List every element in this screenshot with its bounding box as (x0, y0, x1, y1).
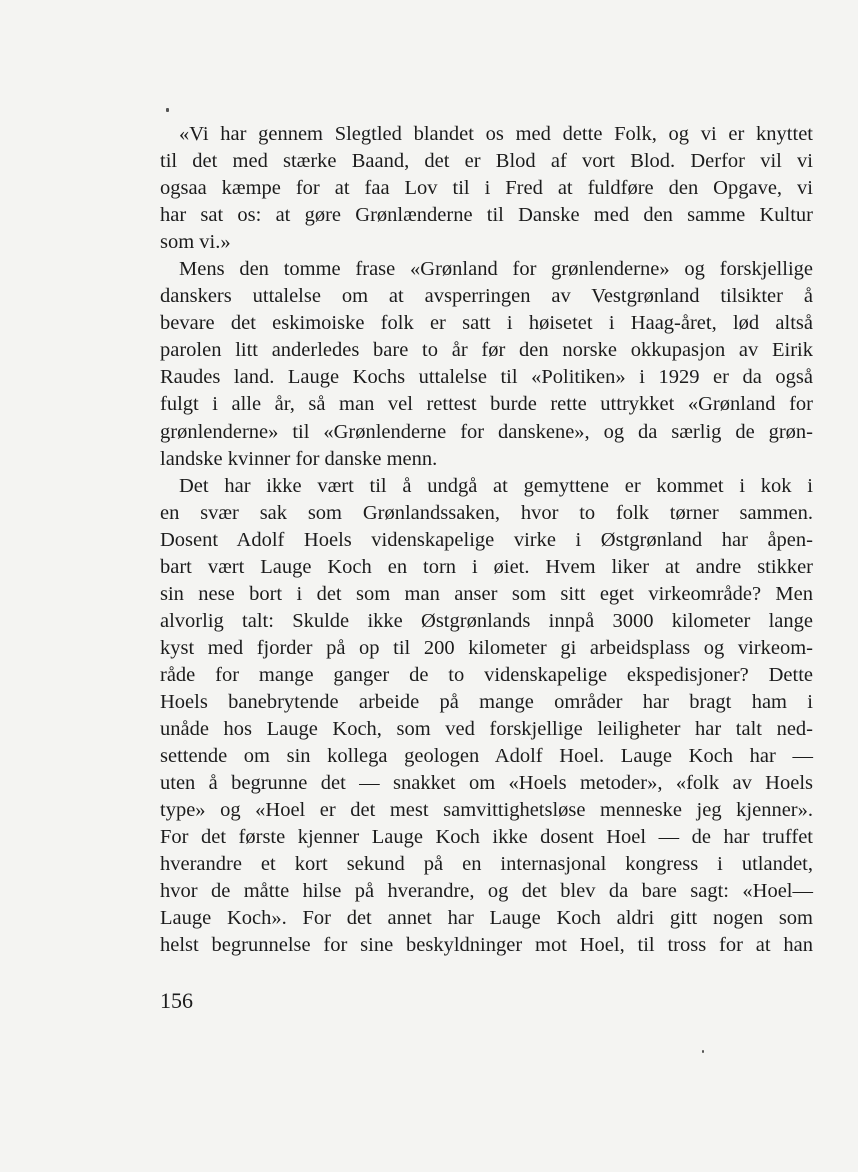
text-line: Raudes land. Lauge Kochs uttalelse til «Politiken» i 1929 er da også (160, 366, 813, 389)
text-line: Dosent Adolf Hoels videnskapelige virke i Østgrønland har åpen- (160, 528, 813, 551)
text-line: bevare det eskimoiske folk er satt i høisetet i Haag-året, lød altså (160, 312, 813, 335)
text-line: en svær sak som Grønlandssaken, hvor to folk tørner sammen. (160, 501, 813, 524)
print-speck (702, 1050, 704, 1053)
text-line: helst begrunnelse for sine beskyldninger mot Hoel, til tross for at han (160, 934, 813, 957)
text-line: Det har ikke vært til å undgå at gemyttene er kommet i kok i (179, 474, 813, 497)
text-line: bart vært Lauge Koch en torn i øiet. Hvem liker at andre stikker (160, 555, 813, 578)
text-line: grønlenderne» til «Grønlenderne for danskene», og da særlig de grøn- (160, 420, 813, 443)
text-line: Mens den tomme frase «Grønland for grønlenderne» og forskjellige (179, 258, 813, 281)
text-line: sin nese bort i det som man anser som sitt eget virkeområde? Men (160, 582, 813, 605)
text-line: «Vi har gennem Slegtled blandet os med dette Folk, og vi er knyttet (179, 123, 813, 145)
text-line: landske kvinner for danske menn. (160, 447, 438, 470)
text-line: For det første kjenner Lauge Koch ikke dosent Hoel — de har truffet (160, 826, 813, 849)
text-line: hvor de måtte hilse på hverandre, og det blev da bare sagt: «Hoel— (160, 880, 813, 903)
text-line: råde for mange ganger de to videnskapelige ekspedisjoner? Dette (160, 663, 813, 686)
text-line: kyst med fjorder på op til 200 kilometer gi arbeidsplass og virkeom- (160, 636, 813, 659)
text-line: parolen litt anderledes bare to år før den norske okkupasjon av Eirik (160, 339, 813, 362)
text-line: type» og «Hoel er det mest samvittighetsløse menneske jeg kjenner». (160, 799, 813, 822)
text-line: hverandre et kort sekund på en internasjonal kongress i utlandet, (160, 853, 813, 876)
text-line: settende om sin kollega geologen Adolf Hoel. Lauge Koch har — (160, 745, 813, 768)
text-line: fulgt i alle år, så man vel rettest burde rette uttrykket «Grønland for (160, 393, 813, 416)
text-line: uten å begrunne det — snakket om «Hoels metoder», «folk av Hoels (160, 772, 813, 795)
text-line: Hoels banebrytende arbeide på mange områder har bragt ham i (160, 690, 813, 713)
text-line: til det med stærke Baand, det er Blod af vort Blod. Derfor vil vi (160, 150, 813, 173)
body-text (160, 121, 813, 959)
text-line: ogsaa kæmpe for at faa Lov til i Fred at fuldføre den Opgave, vi (160, 177, 813, 200)
print-speck (166, 108, 169, 112)
text-line: Lauge Koch». For det annet har Lauge Koch aldri gitt nogen som (160, 907, 813, 930)
text-line: har sat os: at gøre Grønlænderne til Danske med den samme Kultur (160, 204, 813, 227)
page-number: 156 (160, 988, 193, 1013)
text-line: unåde hos Lauge Koch, som ved forskjellige leiligheter har talt ned- (160, 718, 813, 741)
text-line: alvorlig talt: Skulde ikke Østgrønlands innpå 3000 kilometer lange (160, 609, 813, 632)
text-line: som vi.» (160, 231, 231, 254)
text-line: danskers uttalelse om at avsperringen av Vestgrønland tilsikter å (160, 285, 813, 308)
